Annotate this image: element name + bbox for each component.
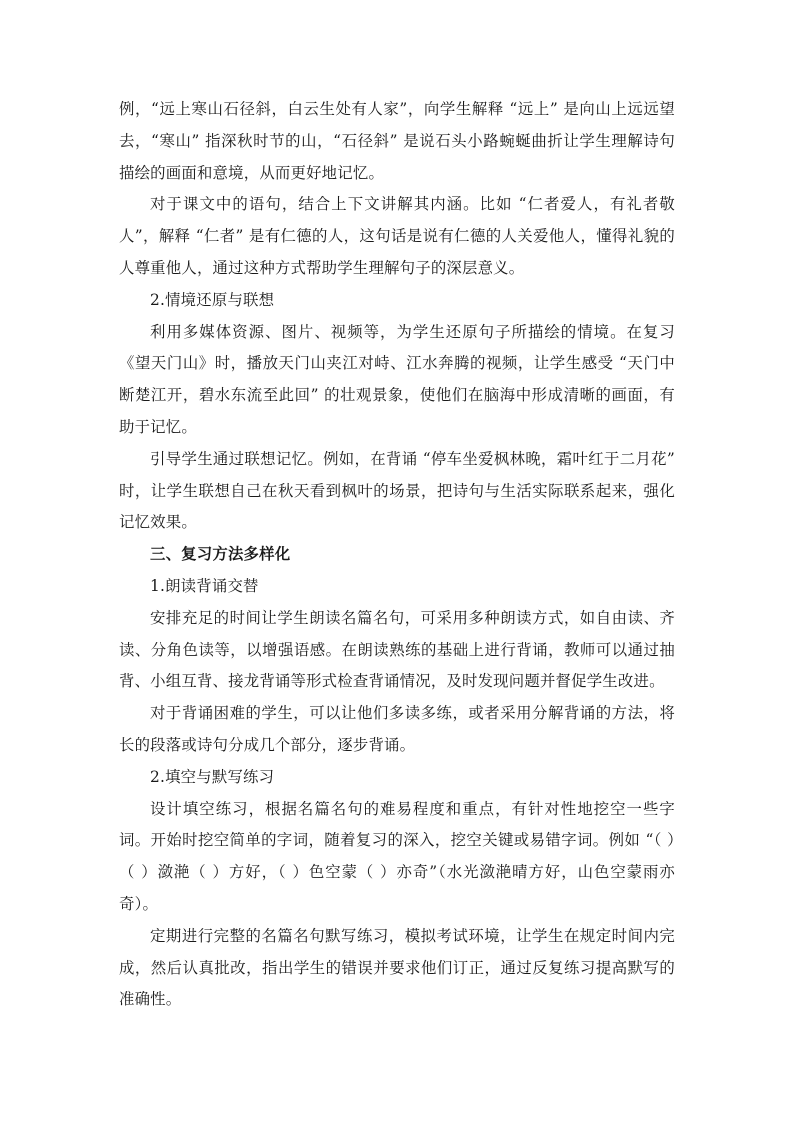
paragraph-multimedia-scene: 利用多媒体资源、图片、视频等，为学生还原句子所描绘的情境。在复习《望天门山》时，播放天门山夹江对峙、江水奔腾的视频，让学生感受 “天门中断楚江开，碧水东流至此回” 的壮观景象，使他们在脑海中形成清晰的画面，有助于记忆。 — [119, 322, 675, 436]
paragraph-fill-in-blank: 设计填空练习，根据名篇名句的难易程度和重点，有针对性地挖空一些字词。开始时挖空简单的字词，随着复习的深入，挖空关键或易错字词。例如 “（ ）（ ）潋滟（ ）方好，（ ）色空蒙（ ）亦奇”（水光潋滟晴方好，山色空蒙雨亦奇）。 — [119, 799, 675, 913]
paragraph-context-explanation: 对于课文中的语句，结合上下文讲解其内涵。比如 “仁者爱人，有礼者敬人”，解释 “仁者” 是有仁德的人，这句话是说有仁德的人关爱他人，懂得礼貌的人尊重他人，通过这种方式帮助学生理解句子的深层意义。 — [119, 195, 675, 277]
subheading-scene-association: 2.情境还原与联想 — [150, 290, 275, 309]
subheading-fill-dictation: 2.填空与默写练习 — [150, 767, 275, 786]
document-page — [119, 94, 675, 1016]
paragraph-reading-reciting: 安排充足的时间让学生朗读名篇名句，可采用多种朗读方式，如自由读、齐读、分角色读等，以增强语感。在朗读熟练的基础上进行背诵，教师可以通过抽背、小组互背、接龙背诵等形式检查背诵情况，及时发现问题并督促学生改进。 — [119, 608, 675, 691]
paragraph-dictation-practice: 定期进行完整的名篇名句默写练习，模拟考试环境，让学生在规定时间内完成，然后认真批改，指出学生的错误并要求他们订正，通过反复练习提高默写的准确性。 — [119, 926, 675, 1009]
paragraph-difficult-reciting: 对于背诵困难的学生，可以让他们多读多练，或者采用分解背诵的方法，将长的段落或诗句分成几个部分，逐步背诵。 — [119, 704, 675, 754]
subheading-reading-reciting: 1.朗读背诵交替 — [150, 576, 259, 595]
paragraph-association-memory: 引导学生通过联想记忆。例如，在背诵 “停车坐爱枫林晚，霜叶红于二月花” 时，让学生联想自己在秋天看到枫叶的场景，把诗句与生活实际联系起来，强化记忆效果。 — [119, 449, 675, 532]
paragraph-poem-explanation: 例，“远上寒山石径斜，白云生处有人家”，向学生解释 “远上” 是向山上远远望去，“寒山” 指深秋时节的山，“石径斜” 是说石头小路蜿蜒曲折让学生理解诗句描绘的画面和意境，从而更好地记忆。 — [119, 100, 675, 182]
section-heading-review-methods: 三、复习方法多样化 — [150, 545, 291, 564]
